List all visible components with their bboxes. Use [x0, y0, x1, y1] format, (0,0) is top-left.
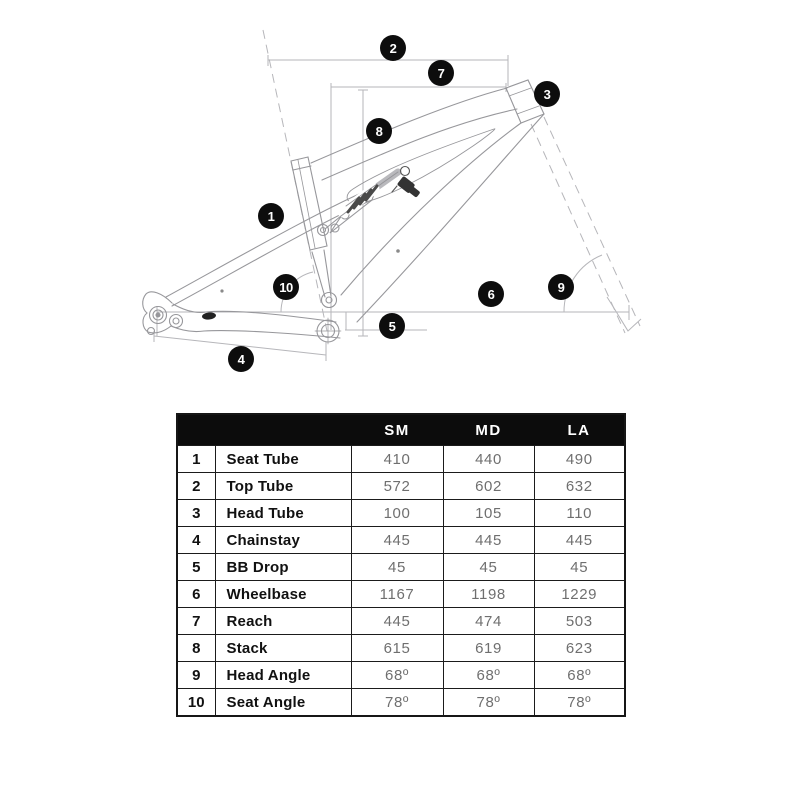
diagram-callout-6: 6	[478, 281, 504, 307]
table-row	[177, 662, 625, 689]
header-size-la: LA	[534, 414, 625, 446]
value-sm: 410	[351, 446, 443, 473]
measurement-label: Seat Tube	[215, 446, 351, 473]
value-la: 490	[534, 446, 625, 473]
bottom-bracket	[315, 293, 341, 345]
value-md: 105	[443, 500, 534, 527]
value-sm: 572	[351, 473, 443, 500]
fork-tip-outline	[607, 297, 641, 331]
table-row	[177, 581, 625, 608]
seat-tube	[291, 157, 331, 297]
table-row	[177, 608, 625, 635]
value-sm: 1167	[351, 581, 443, 608]
value-md: 78º	[443, 689, 534, 717]
measurement-label: Top Tube	[215, 473, 351, 500]
row-number: 7	[177, 608, 215, 635]
header-size-md: MD	[443, 414, 534, 446]
value-la: 45	[534, 554, 625, 581]
value-md: 440	[443, 446, 534, 473]
table-row	[177, 635, 625, 662]
value-md: 45	[443, 554, 534, 581]
head-angle-axis-line	[531, 124, 625, 333]
row-number: 3	[177, 500, 215, 527]
geometry-table	[176, 413, 626, 717]
table-row	[177, 446, 625, 473]
chainstay	[171, 304, 340, 338]
value-la: 68º	[534, 662, 625, 689]
value-sm: 445	[351, 608, 443, 635]
down-tube	[341, 114, 544, 322]
top-tube	[311, 88, 517, 180]
measurement-label: Head Tube	[215, 500, 351, 527]
value-la: 623	[534, 635, 625, 662]
value-sm: 68º	[351, 662, 443, 689]
value-la: 445	[534, 527, 625, 554]
diagram-callout-9: 9	[548, 274, 574, 300]
value-la: 1229	[534, 581, 625, 608]
measurement-label: Wheelbase	[215, 581, 351, 608]
header-num-spacer	[177, 414, 215, 446]
rear-shock	[318, 172, 399, 236]
table-row	[177, 473, 625, 500]
geometry-table-header	[177, 414, 625, 446]
diagram-callout-4: 4	[228, 346, 254, 372]
value-la: 632	[534, 473, 625, 500]
diagram-callout-5: 5	[379, 313, 405, 339]
measurement-label: Chainstay	[215, 527, 351, 554]
value-sm: 100	[351, 500, 443, 527]
diagram-callout-8: 8	[366, 118, 392, 144]
diagram-callout-1: 1	[258, 203, 284, 229]
row-number: 1	[177, 446, 215, 473]
measurement-label: Stack	[215, 635, 351, 662]
reach-dimension-line	[331, 83, 506, 92]
header-size-sm: SM	[351, 414, 443, 446]
diagram-callout-7: 7	[428, 60, 454, 86]
diagram-callout-3: 3	[534, 81, 560, 107]
row-number: 5	[177, 554, 215, 581]
table-row	[177, 527, 625, 554]
measurement-label: BB Drop	[215, 554, 351, 581]
value-sm: 445	[351, 527, 443, 554]
table-row	[177, 500, 625, 527]
value-md: 1198	[443, 581, 534, 608]
row-number: 2	[177, 473, 215, 500]
header-label-spacer	[215, 414, 351, 446]
row-number: 6	[177, 581, 215, 608]
row-number: 4	[177, 527, 215, 554]
value-sm: 78º	[351, 689, 443, 717]
value-la: 503	[534, 608, 625, 635]
value-md: 474	[443, 608, 534, 635]
value-md: 619	[443, 635, 534, 662]
value-la: 110	[534, 500, 625, 527]
row-number: 8	[177, 635, 215, 662]
measurement-label: Head Angle	[215, 662, 351, 689]
table-row	[177, 554, 625, 581]
row-number: 10	[177, 689, 215, 717]
measurement-label: Seat Angle	[215, 689, 351, 717]
table-row	[177, 689, 625, 717]
diagram-callout-2: 2	[380, 35, 406, 61]
value-md: 602	[443, 473, 534, 500]
diagram-callout-10: 10	[273, 274, 299, 300]
row-number: 9	[177, 662, 215, 689]
value-sm: 45	[351, 554, 443, 581]
value-md: 68º	[443, 662, 534, 689]
measurement-label: Reach	[215, 608, 351, 635]
value-md: 445	[443, 527, 534, 554]
value-sm: 615	[351, 635, 443, 662]
value-la: 78º	[534, 689, 625, 717]
